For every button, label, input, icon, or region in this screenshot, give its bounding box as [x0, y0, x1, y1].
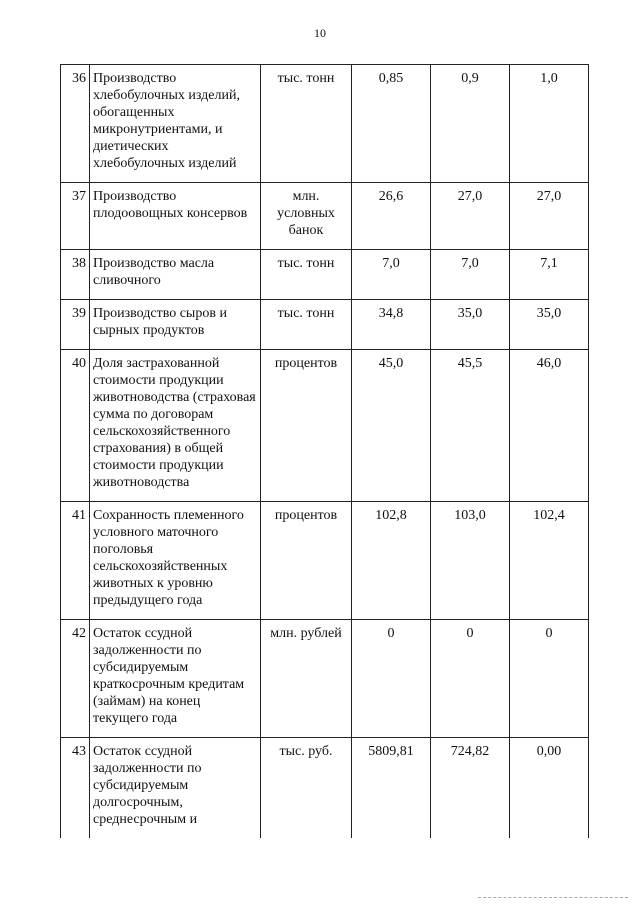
indicator-name: Доля застрахованной стоимости продукции животноводства (страховая сумма по договорам сельскохозяйственного страхования) в общей стоимости продукции животноводства [90, 350, 261, 502]
row-number: 41 [61, 502, 90, 620]
value-cell-2: 35,0 [431, 300, 510, 350]
value-cell-3: 7,1 [510, 250, 589, 300]
unit-cell: тыс. руб. [261, 738, 352, 839]
value-cell-3: 46,0 [510, 350, 589, 502]
indicators-table [60, 64, 589, 838]
unit-cell: процентов [261, 502, 352, 620]
value-cell-3: 35,0 [510, 300, 589, 350]
table-row [61, 250, 589, 300]
footer-divider [478, 897, 628, 898]
unit-cell: тыс. тонн [261, 65, 352, 183]
table-row [61, 502, 589, 620]
table-row [61, 65, 589, 183]
page-number: 10 [314, 26, 326, 40]
unit-cell: млн. условных банок [261, 183, 352, 250]
indicator-name: Производство хлебобулочных изделий, обогащенных микронутриентами, и диетических хлебобулочных изделий [90, 65, 261, 183]
value-cell-1: 0,85 [352, 65, 431, 183]
indicator-name: Остаток ссудной задолженности по субсидируемым краткосрочным кредитам (займам) на конец текущего года [90, 620, 261, 738]
value-cell-2: 27,0 [431, 183, 510, 250]
value-cell-2: 7,0 [431, 250, 510, 300]
indicator-name: Производство масла сливочного [90, 250, 261, 300]
value-cell-3: 0 [510, 620, 589, 738]
value-cell-1: 34,8 [352, 300, 431, 350]
unit-cell: млн. рублей [261, 620, 352, 738]
value-cell-1: 5809,81 [352, 738, 431, 839]
value-cell-1: 0 [352, 620, 431, 738]
table-row [61, 350, 589, 502]
value-cell-1: 102,8 [352, 502, 431, 620]
value-cell-2: 103,0 [431, 502, 510, 620]
unit-cell: процентов [261, 350, 352, 502]
value-cell-1: 26,6 [352, 183, 431, 250]
table-row [61, 300, 589, 350]
indicator-name: Производство плодоовощных консервов [90, 183, 261, 250]
row-number: 40 [61, 350, 90, 502]
table-row [61, 738, 589, 839]
value-cell-2: 45,5 [431, 350, 510, 502]
table-row [61, 620, 589, 738]
value-cell-3: 27,0 [510, 183, 589, 250]
value-cell-2: 0,9 [431, 65, 510, 183]
value-cell-1: 45,0 [352, 350, 431, 502]
value-cell-3: 0,00 [510, 738, 589, 839]
indicator-name: Остаток ссудной задолженности по субсидируемым долгосрочным, среднесрочным и [90, 738, 261, 839]
value-cell-3: 1,0 [510, 65, 589, 183]
value-cell-3: 102,4 [510, 502, 589, 620]
unit-cell: тыс. тонн [261, 300, 352, 350]
indicator-name: Производство сыров и сырных продуктов [90, 300, 261, 350]
value-cell-2: 0 [431, 620, 510, 738]
value-cell-2: 724,82 [431, 738, 510, 839]
row-number: 38 [61, 250, 90, 300]
value-cell-1: 7,0 [352, 250, 431, 300]
table-row [61, 183, 589, 250]
row-number: 42 [61, 620, 90, 738]
indicator-name: Сохранность племенного условного маточного поголовья сельскохозяйственных животных к уровню предыдущего года [90, 502, 261, 620]
row-number: 36 [61, 65, 90, 183]
row-number: 43 [61, 738, 90, 839]
row-number: 37 [61, 183, 90, 250]
row-number: 39 [61, 300, 90, 350]
unit-cell: тыс. тонн [261, 250, 352, 300]
